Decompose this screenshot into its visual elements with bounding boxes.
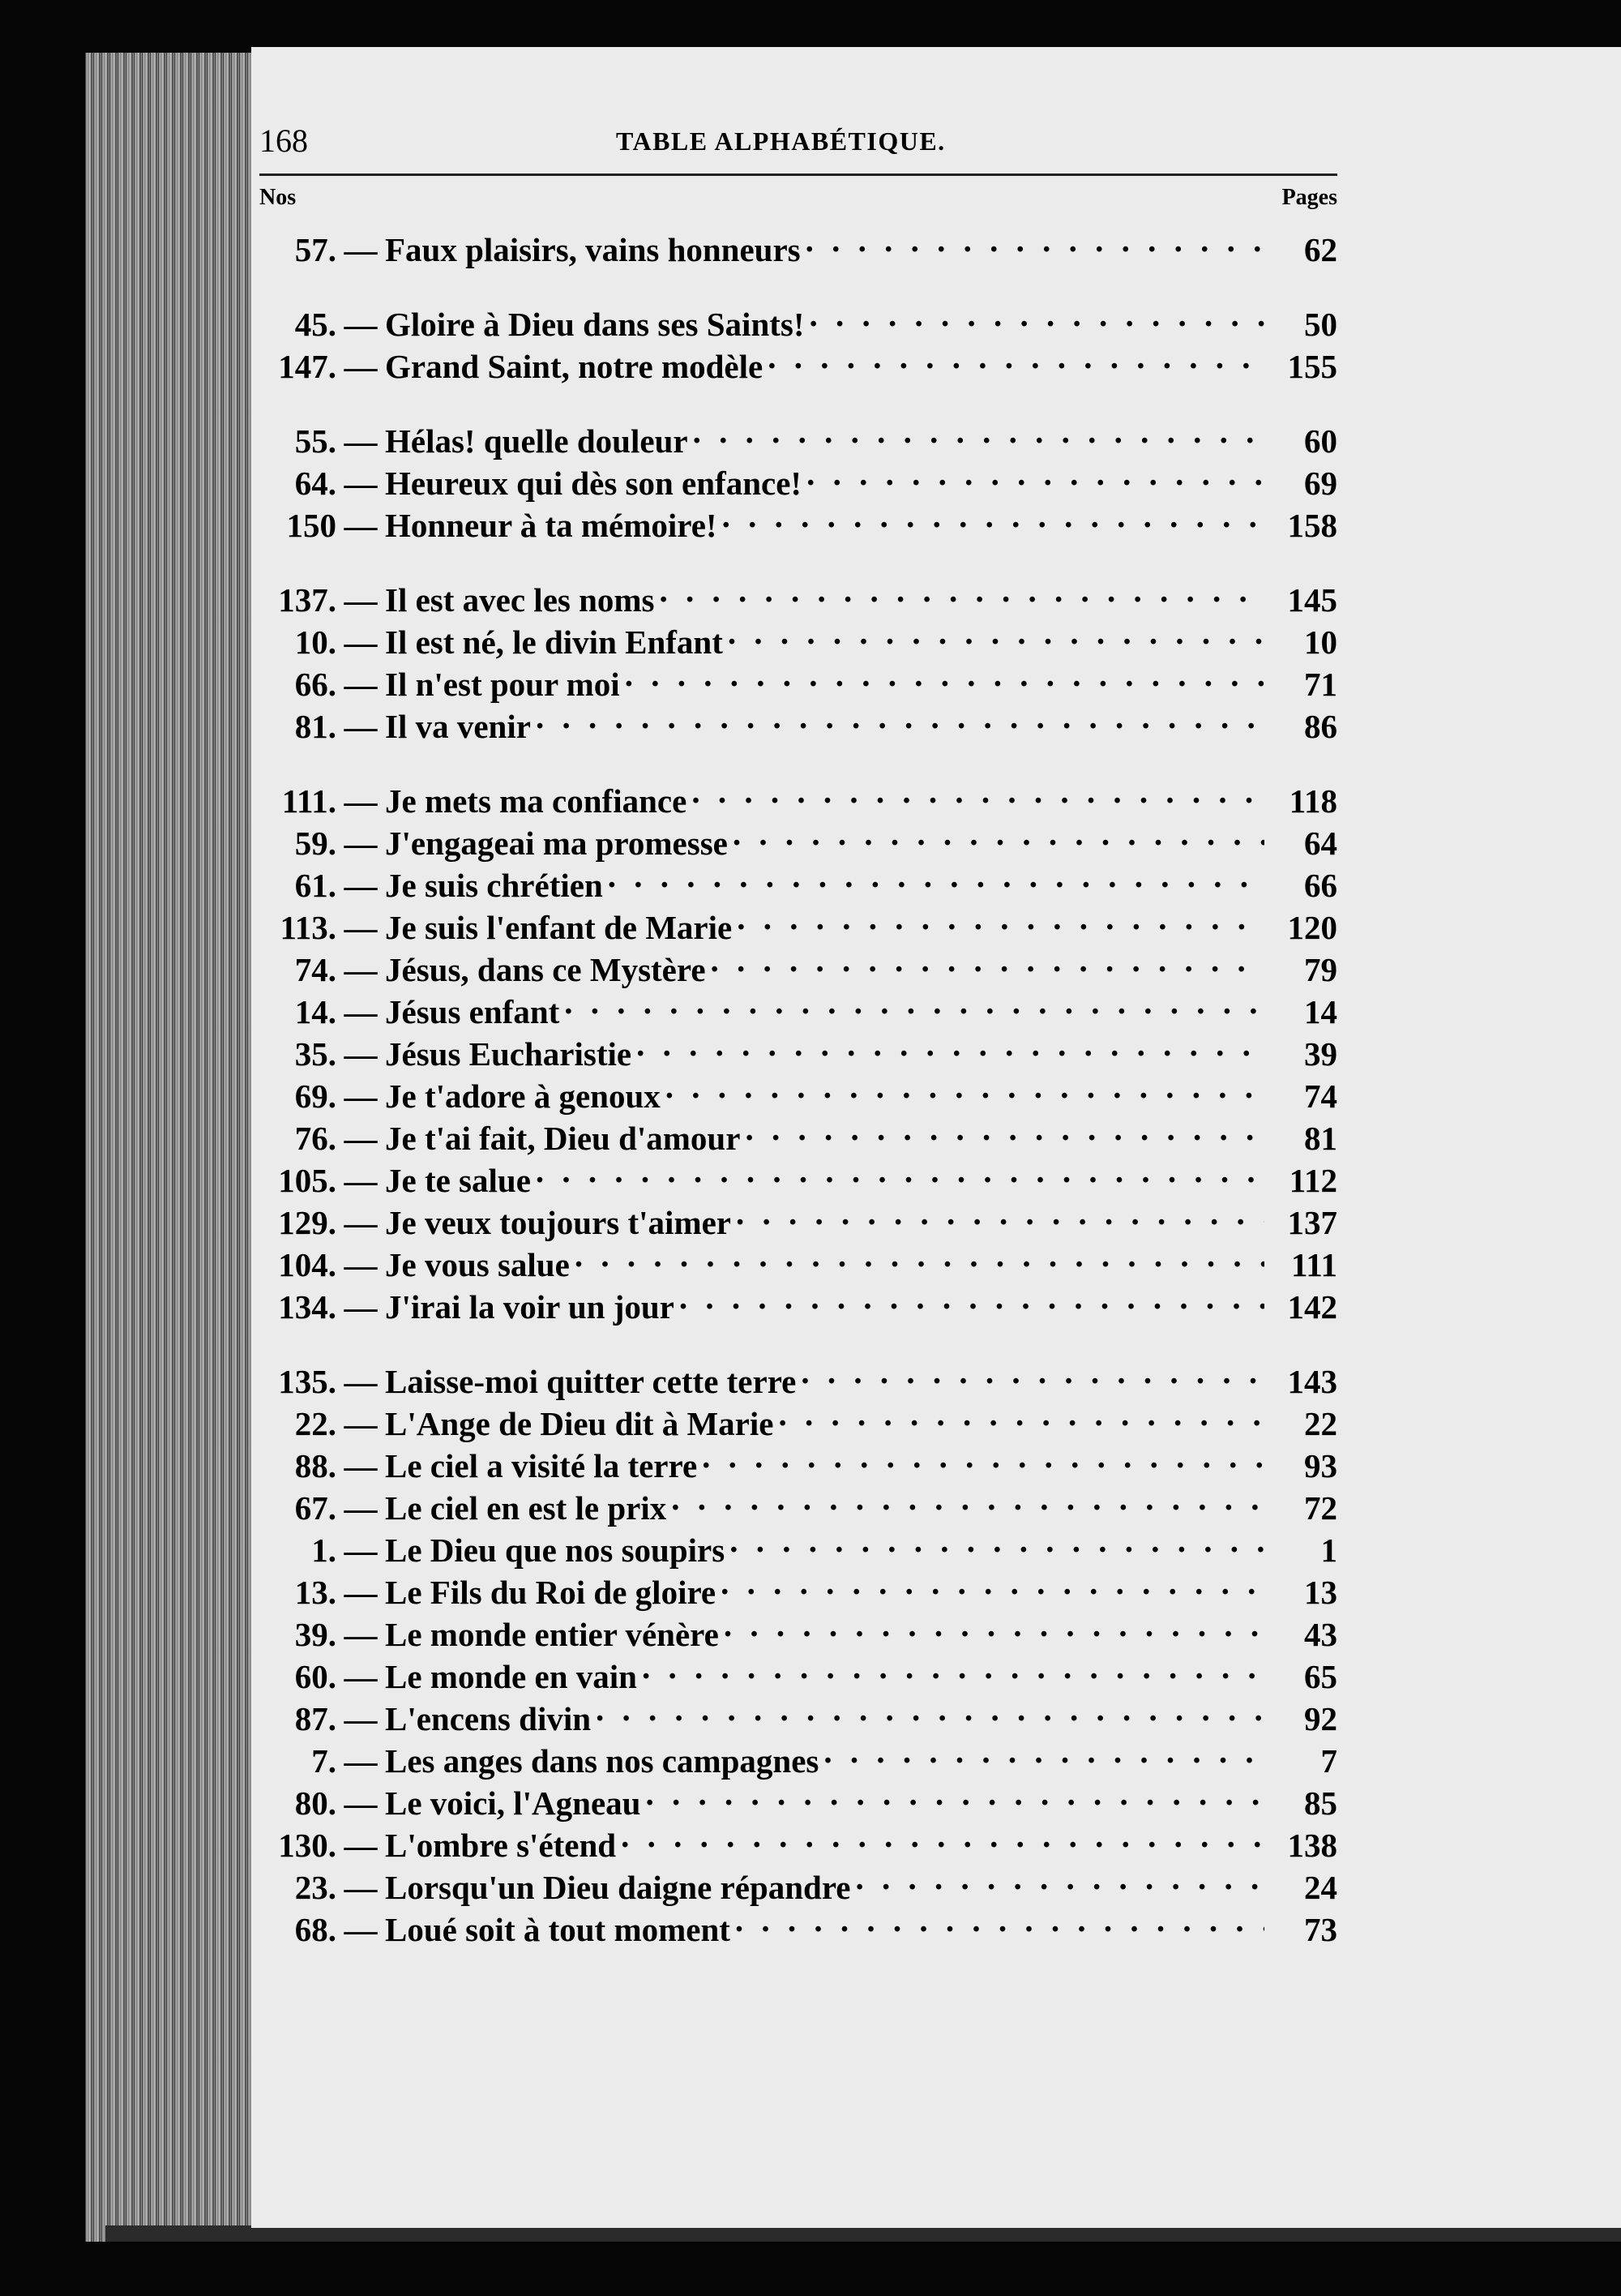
entry-dash: —	[344, 825, 378, 862]
index-entry	[259, 1393, 1337, 1442]
entry-number: 59.	[294, 825, 336, 862]
index-entry	[259, 1814, 1337, 1864]
entry-title: Je vous salue	[385, 1246, 570, 1283]
dot-leader	[806, 452, 1264, 495]
entry-title: Il est né, le divin Enfant	[385, 623, 723, 661]
entry-title: Je veux toujours t'aimer	[385, 1204, 731, 1241]
entry-number: 80.	[294, 1784, 336, 1822]
entry-number: 22.	[294, 1405, 336, 1442]
dot-leader	[729, 1519, 1264, 1561]
entry-dash: —	[344, 1531, 378, 1569]
entry-page-number: 22	[1264, 1403, 1337, 1445]
index-entry	[259, 1899, 1337, 1948]
page-header	[259, 122, 1337, 178]
entry-title: Le monde en vain	[385, 1658, 637, 1695]
entry-dash: —	[344, 1077, 378, 1115]
column-headings	[259, 185, 1337, 217]
entry-title: Je mets ma confiance	[385, 782, 687, 820]
entry-number: 104.	[278, 1246, 336, 1283]
entry-dash: —	[344, 782, 378, 820]
entry-page-number: 66	[1264, 864, 1337, 906]
index-entry	[259, 1646, 1337, 1695]
entry-page-number: 65	[1264, 1656, 1337, 1698]
entry-page-number: 13	[1264, 1571, 1337, 1613]
index-entry	[259, 1150, 1337, 1199]
entry-title: Le monde entier vénère	[385, 1616, 719, 1653]
entry-page-number: 60	[1264, 420, 1337, 462]
entry-title: Les anges dans nos campagnes	[385, 1742, 819, 1780]
entry-title: Il n'est pour moi	[385, 666, 620, 703]
entry-number: 39.	[294, 1616, 336, 1653]
dot-leader	[679, 1276, 1264, 1318]
entry-number: 88.	[294, 1447, 336, 1484]
entry-page-number: 120	[1264, 906, 1337, 949]
entry-dash: —	[344, 1574, 378, 1611]
entry-dash: —	[344, 581, 378, 619]
index-entry	[259, 495, 1337, 544]
entry-page-number: 81	[1264, 1117, 1337, 1159]
entry-title: Lorsqu'un Dieu daigne répandre	[385, 1869, 851, 1906]
entry-dash: —	[344, 623, 378, 661]
index-entry	[259, 336, 1337, 385]
entry-page-number: 73	[1264, 1908, 1337, 1951]
entry-page-number: 145	[1264, 579, 1337, 621]
dot-leader	[745, 1107, 1264, 1150]
entry-number: 74.	[294, 951, 336, 988]
dot-leader	[722, 495, 1264, 537]
dot-leader	[724, 1604, 1264, 1646]
entry-dash: —	[344, 348, 378, 385]
entry-number: 81.	[294, 708, 336, 745]
entry-page-number: 7	[1264, 1740, 1337, 1782]
entry-number: 23.	[294, 1869, 336, 1906]
entry-page-number: 72	[1264, 1487, 1337, 1529]
dot-leader	[778, 1393, 1264, 1435]
entry-title: Gloire à Dieu dans ses Saints!	[385, 306, 805, 343]
entry-number: 67.	[294, 1489, 336, 1527]
dot-leader	[728, 611, 1264, 653]
entry-number: 61.	[294, 867, 336, 904]
entry-dash: —	[344, 465, 378, 502]
entry-title: Je suis chrétien	[385, 867, 603, 904]
entry-number: 69.	[294, 1077, 336, 1115]
column-heading-pages: Pages	[1281, 185, 1337, 210]
entry-number: 76.	[294, 1120, 336, 1157]
dot-leader	[608, 855, 1264, 897]
entry-number: 66.	[294, 666, 336, 703]
entry-title: Je t'adore à genoux	[385, 1077, 661, 1115]
page-number: 168	[259, 122, 308, 159]
index-entry	[259, 653, 1337, 703]
entry-title: Je te salue	[385, 1162, 531, 1199]
entry-title: Honneur à ta mémoire!	[385, 507, 717, 544]
entry-dash: —	[344, 1120, 378, 1157]
entry-title: Le ciel en est le prix	[385, 1489, 667, 1527]
dot-leader	[645, 1772, 1264, 1814]
entry-dash: —	[344, 1700, 378, 1737]
entry-page-number: 143	[1264, 1360, 1337, 1403]
entry-dash: —	[344, 231, 378, 268]
entry-title: Loué soit à tout moment	[385, 1911, 730, 1948]
entry-number: 134.	[278, 1288, 336, 1326]
dot-leader	[693, 410, 1264, 452]
entry-number: 35.	[294, 1035, 336, 1073]
entry-number: 130.	[278, 1827, 336, 1864]
dot-leader	[621, 1814, 1264, 1857]
entry-dash: —	[344, 1869, 378, 1906]
entry-dash: —	[344, 951, 378, 988]
dot-leader	[596, 1688, 1264, 1730]
entry-dash: —	[344, 909, 378, 946]
index-entry	[259, 611, 1337, 661]
entry-title: Jésus Eucharistie	[385, 1035, 632, 1073]
dot-leader	[768, 336, 1264, 378]
entry-page-number: 138	[1264, 1824, 1337, 1866]
dot-leader	[564, 981, 1264, 1023]
index-entry	[259, 219, 1337, 268]
entry-page-number: 142	[1264, 1286, 1337, 1328]
entry-page-number: 112	[1264, 1159, 1337, 1202]
dot-leader	[660, 569, 1264, 611]
entry-title: Je suis l'enfant de Marie	[385, 909, 733, 946]
entry-page-number: 50	[1264, 303, 1337, 345]
index-entry	[259, 855, 1337, 904]
entry-page-number: 39	[1264, 1033, 1337, 1075]
entry-dash: —	[344, 708, 378, 745]
book-bottom-edge	[105, 2225, 1621, 2242]
dot-leader	[642, 1646, 1264, 1688]
dot-leader	[636, 1023, 1264, 1065]
entry-dash: —	[344, 1784, 378, 1822]
entry-page-number: 43	[1264, 1613, 1337, 1656]
entry-title: Faux plaisirs, vains honneurs	[385, 231, 801, 268]
entry-page-number: 86	[1264, 705, 1337, 747]
entry-dash: —	[344, 1742, 378, 1780]
entry-title: L'ombre s'étend	[385, 1827, 617, 1864]
index-entry	[259, 1351, 1337, 1400]
entry-title: Jésus, dans ce Mystère	[385, 951, 706, 988]
entry-title: Jésus enfant	[385, 993, 560, 1030]
index-entry	[259, 1065, 1337, 1115]
entry-dash: —	[344, 867, 378, 904]
entry-number: 1.	[311, 1531, 336, 1569]
index-entry	[259, 1276, 1337, 1326]
entry-title: Il va venir	[385, 708, 531, 745]
entry-number: 57.	[294, 231, 336, 268]
entry-dash: —	[344, 1405, 378, 1442]
entry-number: 129.	[278, 1204, 336, 1241]
dot-leader	[575, 1234, 1264, 1276]
entry-number: 45.	[294, 306, 336, 343]
entry-page-number: 24	[1264, 1866, 1337, 1908]
index-entry	[259, 1730, 1337, 1780]
index-entry	[259, 410, 1337, 460]
dot-leader	[702, 1435, 1264, 1477]
entry-title: L'encens divin	[385, 1700, 592, 1737]
dot-leader	[625, 653, 1264, 696]
index-entry	[259, 812, 1337, 862]
index-entry	[259, 1107, 1337, 1157]
dot-leader	[721, 1561, 1264, 1604]
entry-dash: —	[344, 1911, 378, 1948]
entry-page-number: 10	[1264, 621, 1337, 663]
index-entry	[259, 1857, 1337, 1906]
entry-number: 14.	[294, 993, 336, 1030]
entry-number: 105.	[278, 1162, 336, 1199]
entry-title: L'Ange de Dieu dit à Marie	[385, 1405, 774, 1442]
index-entry	[259, 569, 1337, 619]
index-entry	[259, 981, 1337, 1030]
entry-dash: —	[344, 1489, 378, 1527]
entry-dash: —	[344, 1616, 378, 1653]
entry-page-number: 111	[1264, 1244, 1337, 1286]
index-entry	[259, 1604, 1337, 1653]
entry-number: 13.	[294, 1574, 336, 1611]
entry-page-number: 118	[1264, 780, 1337, 822]
entry-number: 64.	[294, 465, 336, 502]
entry-title: Je t'ai fait, Dieu d'amour	[385, 1120, 741, 1157]
dot-leader	[536, 1150, 1264, 1192]
index-entry	[259, 1561, 1337, 1611]
entry-page-number: 155	[1264, 345, 1337, 388]
entry-page-number: 71	[1264, 663, 1337, 705]
column-heading-numbers: Nos	[259, 185, 297, 210]
index-entry	[259, 1772, 1337, 1822]
dot-leader	[691, 770, 1264, 812]
entry-number: 87.	[294, 1700, 336, 1737]
entry-number: 111.	[281, 782, 336, 820]
entry-number: 55.	[294, 422, 336, 460]
entry-page-number: 14	[1264, 991, 1337, 1033]
index-entry	[259, 939, 1337, 988]
entry-page-number: 69	[1264, 462, 1337, 504]
entry-number: 135.	[278, 1363, 336, 1400]
entry-number: 7.	[311, 1742, 336, 1780]
entry-title: Heureux qui dès son enfance!	[385, 465, 802, 502]
entry-title: J'irai la voir un jour	[385, 1288, 674, 1326]
entry-dash: —	[344, 1363, 378, 1400]
entry-title: Le Dieu que nos soupirs	[385, 1531, 725, 1569]
index-entry	[259, 1234, 1337, 1283]
entry-dash: —	[344, 666, 378, 703]
entry-title: J'engageai ma promesse	[385, 825, 728, 862]
entry-title: Le Fils du Roi de gloire	[385, 1574, 716, 1611]
entry-page-number: 79	[1264, 949, 1337, 991]
running-title: TABLE ALPHABÉTIQUE.	[616, 126, 946, 156]
entry-page-number: 1	[1264, 1529, 1337, 1571]
entry-dash: —	[344, 993, 378, 1030]
index-entry	[259, 696, 1337, 745]
index-entry	[259, 770, 1337, 820]
entry-page-number: 93	[1264, 1445, 1337, 1487]
dot-leader	[735, 1899, 1264, 1941]
entry-page-number: 64	[1264, 822, 1337, 864]
entry-dash: —	[344, 1288, 378, 1326]
entry-page-number: 62	[1264, 229, 1337, 271]
entry-title: Le ciel a visité la terre	[385, 1447, 698, 1484]
entry-title: Laisse-moi quitter cette terre	[385, 1363, 797, 1400]
index-entry	[259, 1435, 1337, 1484]
index-entry	[259, 1023, 1337, 1073]
dot-leader	[711, 939, 1264, 981]
dot-leader	[536, 696, 1264, 738]
entry-number: 10.	[294, 623, 336, 661]
dot-leader	[823, 1730, 1264, 1772]
entry-dash: —	[344, 1447, 378, 1484]
entry-page-number: 85	[1264, 1782, 1337, 1824]
entry-page-number: 92	[1264, 1698, 1337, 1740]
entry-page-number: 137	[1264, 1202, 1337, 1244]
entry-dash: —	[344, 1246, 378, 1283]
entry-number: 113.	[280, 909, 336, 946]
entry-page-number: 74	[1264, 1075, 1337, 1117]
index-entries	[259, 219, 1337, 1948]
entry-dash: —	[344, 422, 378, 460]
header-rule	[259, 173, 1337, 176]
dot-leader	[665, 1065, 1264, 1107]
index-entry	[259, 293, 1337, 343]
dot-leader	[671, 1477, 1264, 1519]
index-entry	[259, 1192, 1337, 1241]
entry-page-number: 158	[1264, 504, 1337, 546]
dot-leader	[737, 897, 1264, 939]
dot-leader	[733, 812, 1264, 855]
entry-title: Grand Saint, notre modèle	[385, 348, 763, 385]
entry-title: Hélas! quelle douleur	[385, 422, 688, 460]
entry-number: 60.	[294, 1658, 336, 1695]
entry-title: Il est avec les noms	[385, 581, 655, 619]
dot-leader	[810, 293, 1264, 336]
entry-dash: —	[344, 1162, 378, 1199]
entry-dash: —	[344, 306, 378, 343]
entry-number: 68.	[294, 1911, 336, 1948]
entry-title: Le voici, l'Agneau	[385, 1784, 641, 1822]
entry-dash: —	[344, 1827, 378, 1864]
entry-dash: —	[344, 507, 378, 544]
dot-leader	[801, 1351, 1264, 1393]
index-entry	[259, 1477, 1337, 1527]
entry-number: 137.	[278, 581, 336, 619]
entry-dash: —	[344, 1204, 378, 1241]
dot-leader	[806, 219, 1264, 261]
index-entry	[259, 1519, 1337, 1569]
entry-dash: —	[344, 1658, 378, 1695]
index-entry	[259, 452, 1337, 502]
dot-leader	[736, 1192, 1264, 1234]
entry-dash: —	[344, 1035, 378, 1073]
dot-leader	[856, 1857, 1264, 1899]
entry-number: 150	[286, 507, 336, 544]
entry-number: 147.	[278, 348, 336, 385]
book-page-edges	[85, 53, 263, 2242]
index-entry	[259, 1688, 1337, 1737]
index-entry	[259, 897, 1337, 946]
